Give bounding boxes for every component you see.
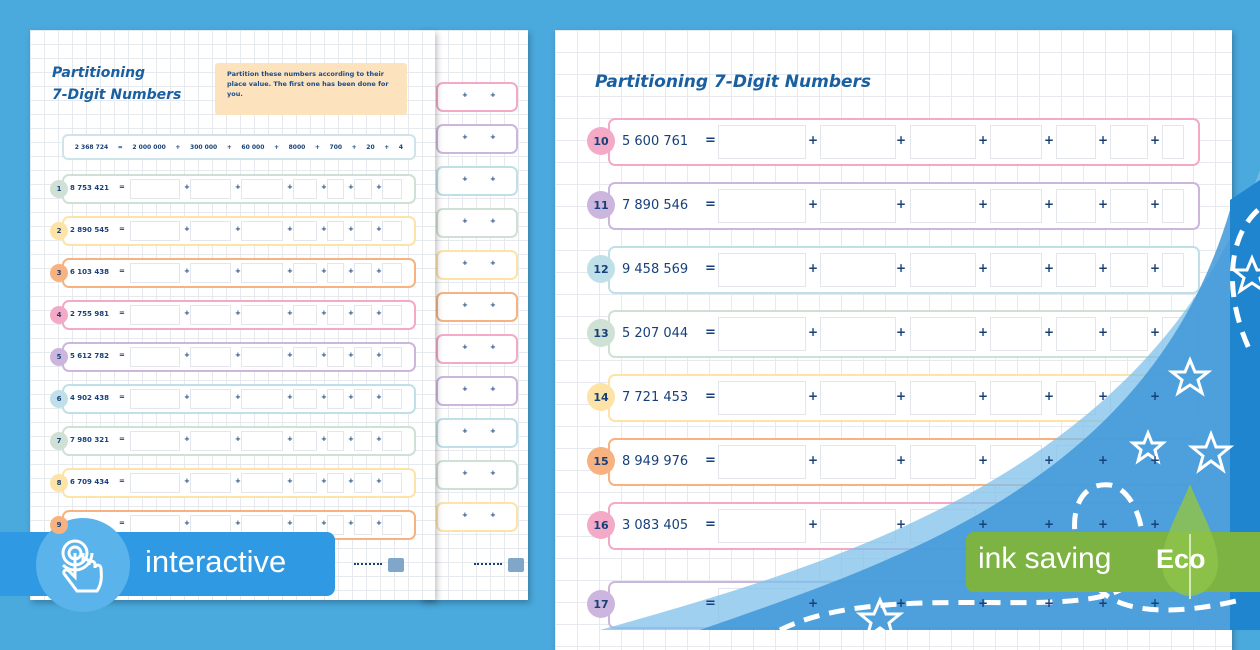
question-number-badge: 6 [50,390,68,408]
plus-sign: + [462,217,468,225]
plus-sign: + [490,91,496,99]
plus-sign: + [376,519,382,527]
plus-sign: + [348,309,354,317]
plus-sign: + [490,427,496,435]
question-number-badge: 9 [50,516,68,534]
right-worksheet-title: Partitioning 7-Digit Numbers [595,72,872,92]
question-number-badge: 2 [50,222,68,240]
question-number-badge: 15 [587,447,615,475]
plus-sign: + [462,259,468,267]
plus-sign: + [808,325,819,339]
equals-sign: = [705,389,716,404]
plus-sign: + [348,435,354,443]
plus-sign: + [235,519,241,527]
plus-sign: + [287,393,293,401]
plus-sign: + [1150,517,1161,531]
plus-sign: + [348,477,354,485]
plus-sign: + [321,183,327,191]
example-symbol: + [226,143,232,151]
equals-sign: = [119,267,125,275]
example-value: 300 000 [190,143,218,151]
number-to-partition: 5 600 761 [622,134,689,149]
plus-sign: + [490,511,496,519]
question-number-badge: 10 [587,127,615,155]
plus-sign: + [1150,261,1161,275]
equals-sign: = [119,309,125,317]
plus-sign: + [184,435,190,443]
plus-sign: + [978,197,989,211]
plus-sign: + [321,225,327,233]
interactive-label: interactive [145,544,287,579]
plus-sign: + [978,325,989,339]
plus-sign: + [490,301,496,309]
question-number-badge: 12 [587,255,615,283]
number-to-partition: 9 458 569 [622,262,689,277]
plus-sign: + [490,259,496,267]
plus-sign: + [348,225,354,233]
plus-sign: + [896,453,907,467]
plus-sign: + [1098,453,1109,467]
equals-sign: = [705,325,716,340]
equals-sign: = [119,351,125,359]
question-number-badge: 4 [50,306,68,324]
plus-sign: + [490,385,496,393]
plus-sign: + [1044,261,1055,275]
plus-sign: + [462,175,468,183]
plus-sign: + [376,225,382,233]
example-symbol: + [314,143,320,151]
plus-sign: + [490,175,496,183]
plus-sign: + [184,267,190,275]
number-to-partition: 5 612 782 [70,352,109,360]
plus-sign: + [1098,197,1109,211]
plus-sign: + [808,389,819,403]
plus-sign: + [235,393,241,401]
question-number-badge: 14 [587,383,615,411]
plus-sign: + [462,133,468,141]
plus-sign: + [1098,596,1109,610]
plus-sign: + [184,309,190,317]
example-value: 4 [398,143,404,151]
ink-saving-badge [966,532,1260,592]
plus-sign: + [808,596,819,610]
example-symbol: = [117,143,123,151]
title-line-1: Partitioning [52,65,146,81]
number-to-partition: 3 083 405 [622,518,689,533]
plus-sign: + [1098,389,1109,403]
number-to-partition: 4 902 438 [70,394,109,402]
plus-sign: + [462,91,468,99]
plus-sign: + [1044,596,1055,610]
plus-sign: + [348,393,354,401]
question-number-badge: 1 [50,180,68,198]
number-to-partition: 5 207 044 [622,326,689,341]
plus-sign: + [321,267,327,275]
equals-sign: = [705,517,716,532]
example-symbol: + [175,143,181,151]
interactive-badge [0,532,335,596]
plus-sign: + [287,183,293,191]
question-number-badge: 8 [50,474,68,492]
plus-sign: + [287,477,293,485]
plus-sign: + [978,133,989,147]
plus-sign: + [808,517,819,531]
plus-sign: + [376,267,382,275]
plus-sign: + [184,351,190,359]
plus-sign: + [376,183,382,191]
plus-sign: + [1098,325,1109,339]
question-number-badge: 7 [50,432,68,450]
equals-sign: = [119,435,125,443]
plus-sign: + [1150,389,1161,403]
plus-sign: + [1150,453,1161,467]
plus-sign: + [287,351,293,359]
plus-sign: + [321,393,327,401]
plus-sign: + [808,133,819,147]
plus-sign: + [287,267,293,275]
plus-sign: + [235,351,241,359]
number-to-partition: 7 980 321 [70,436,109,444]
equals-sign: = [705,453,716,468]
example-value: 2 368 724 [74,143,109,151]
plus-sign: + [348,351,354,359]
plus-sign: + [896,197,907,211]
plus-sign: + [287,435,293,443]
plus-sign: + [235,267,241,275]
plus-sign: + [490,469,496,477]
number-to-partition: 8 753 421 [70,184,109,192]
equals-sign: = [119,183,125,191]
question-number-badge: 17 [587,590,615,618]
plus-sign: + [184,519,190,527]
example-value: 700 [329,143,343,151]
plus-sign: + [1150,596,1161,610]
plus-sign: + [896,596,907,610]
plus-sign: + [808,453,819,467]
plus-sign: + [321,519,327,527]
equals-sign: = [119,225,125,233]
plus-sign: + [184,477,190,485]
example-symbol: + [351,143,357,151]
title-line-2: 7-Digit Numbers [52,87,182,103]
plus-sign: + [978,453,989,467]
plus-sign: + [462,511,468,519]
plus-sign: + [235,183,241,191]
plus-sign: + [235,477,241,485]
plus-sign: + [321,351,327,359]
number-to-partition: 7 890 546 [622,198,689,213]
question-number-badge: 11 [587,191,615,219]
example-symbol: + [384,143,390,151]
plus-sign: + [462,427,468,435]
plus-sign: + [1044,133,1055,147]
example-symbol: + [273,143,279,151]
plus-sign: + [490,217,496,225]
equals-sign: = [705,596,716,611]
plus-sign: + [348,183,354,191]
plus-sign: + [235,435,241,443]
number-to-partition: 6 709 434 [70,478,109,486]
number-to-partition: 8 949 976 [622,454,689,469]
plus-sign: + [184,393,190,401]
plus-sign: + [490,343,496,351]
plus-sign: + [1150,197,1161,211]
plus-sign: + [376,477,382,485]
question-number-badge: 3 [50,264,68,282]
equals-sign: = [705,133,716,148]
example-value: 8000 [288,143,306,151]
plus-sign: + [184,183,190,191]
plus-sign: + [1044,517,1055,531]
equals-sign: = [119,477,125,485]
equals-sign: = [119,393,125,401]
plus-sign: + [896,261,907,275]
plus-sign: + [348,519,354,527]
plus-sign: + [462,343,468,351]
plus-sign: + [1044,453,1055,467]
number-to-partition: 2 890 545 [70,226,109,234]
number-to-partition: 7 721 453 [622,390,689,405]
question-number-badge: 16 [587,511,615,539]
plus-sign: + [978,596,989,610]
plus-sign: + [1098,517,1109,531]
plus-sign: + [808,261,819,275]
plus-sign: + [321,309,327,317]
plus-sign: + [1044,389,1055,403]
plus-sign: + [1044,325,1055,339]
plus-sign: + [896,389,907,403]
plus-sign: + [348,267,354,275]
plus-sign: + [235,225,241,233]
plus-sign: + [462,469,468,477]
example-value: 20 [366,143,375,151]
plus-sign: + [287,225,293,233]
question-number-badge: 13 [587,319,615,347]
plus-sign: + [978,261,989,275]
number-to-partition: 2 755 981 [70,310,109,318]
plus-sign: + [1044,197,1055,211]
eco-label: Eco [1156,544,1206,574]
plus-sign: + [321,477,327,485]
plus-sign: + [184,225,190,233]
plus-sign: + [287,519,293,527]
instructions-box: Partition these numbers according to their place value. The first one has been done for you. [215,63,407,115]
plus-sign: + [235,309,241,317]
tap-hand-icon [36,518,130,612]
plus-sign: + [978,517,989,531]
equals-sign: = [705,197,716,212]
plus-sign: + [462,385,468,393]
plus-sign: + [978,389,989,403]
plus-sign: + [287,309,293,317]
equals-sign: = [119,519,125,527]
plus-sign: + [376,393,382,401]
number-to-partition: 6 103 438 [70,268,109,276]
plus-sign: + [1098,261,1109,275]
equals-sign: = [705,261,716,276]
plus-sign: + [1150,325,1161,339]
plus-sign: + [376,351,382,359]
plus-sign: + [1150,133,1161,147]
plus-sign: + [321,435,327,443]
plus-sign: + [896,325,907,339]
plus-sign: + [808,197,819,211]
plus-sign: + [490,133,496,141]
plus-sign: + [896,517,907,531]
plus-sign: + [462,301,468,309]
question-number-badge: 5 [50,348,68,366]
plus-sign: + [376,309,382,317]
plus-sign: + [376,435,382,443]
plus-sign: + [896,133,907,147]
ink-saving-label: ink saving [978,542,1112,575]
example-value: 60 000 [241,143,265,151]
plus-sign: + [1098,133,1109,147]
example-value: 2 000 000 [132,143,166,151]
